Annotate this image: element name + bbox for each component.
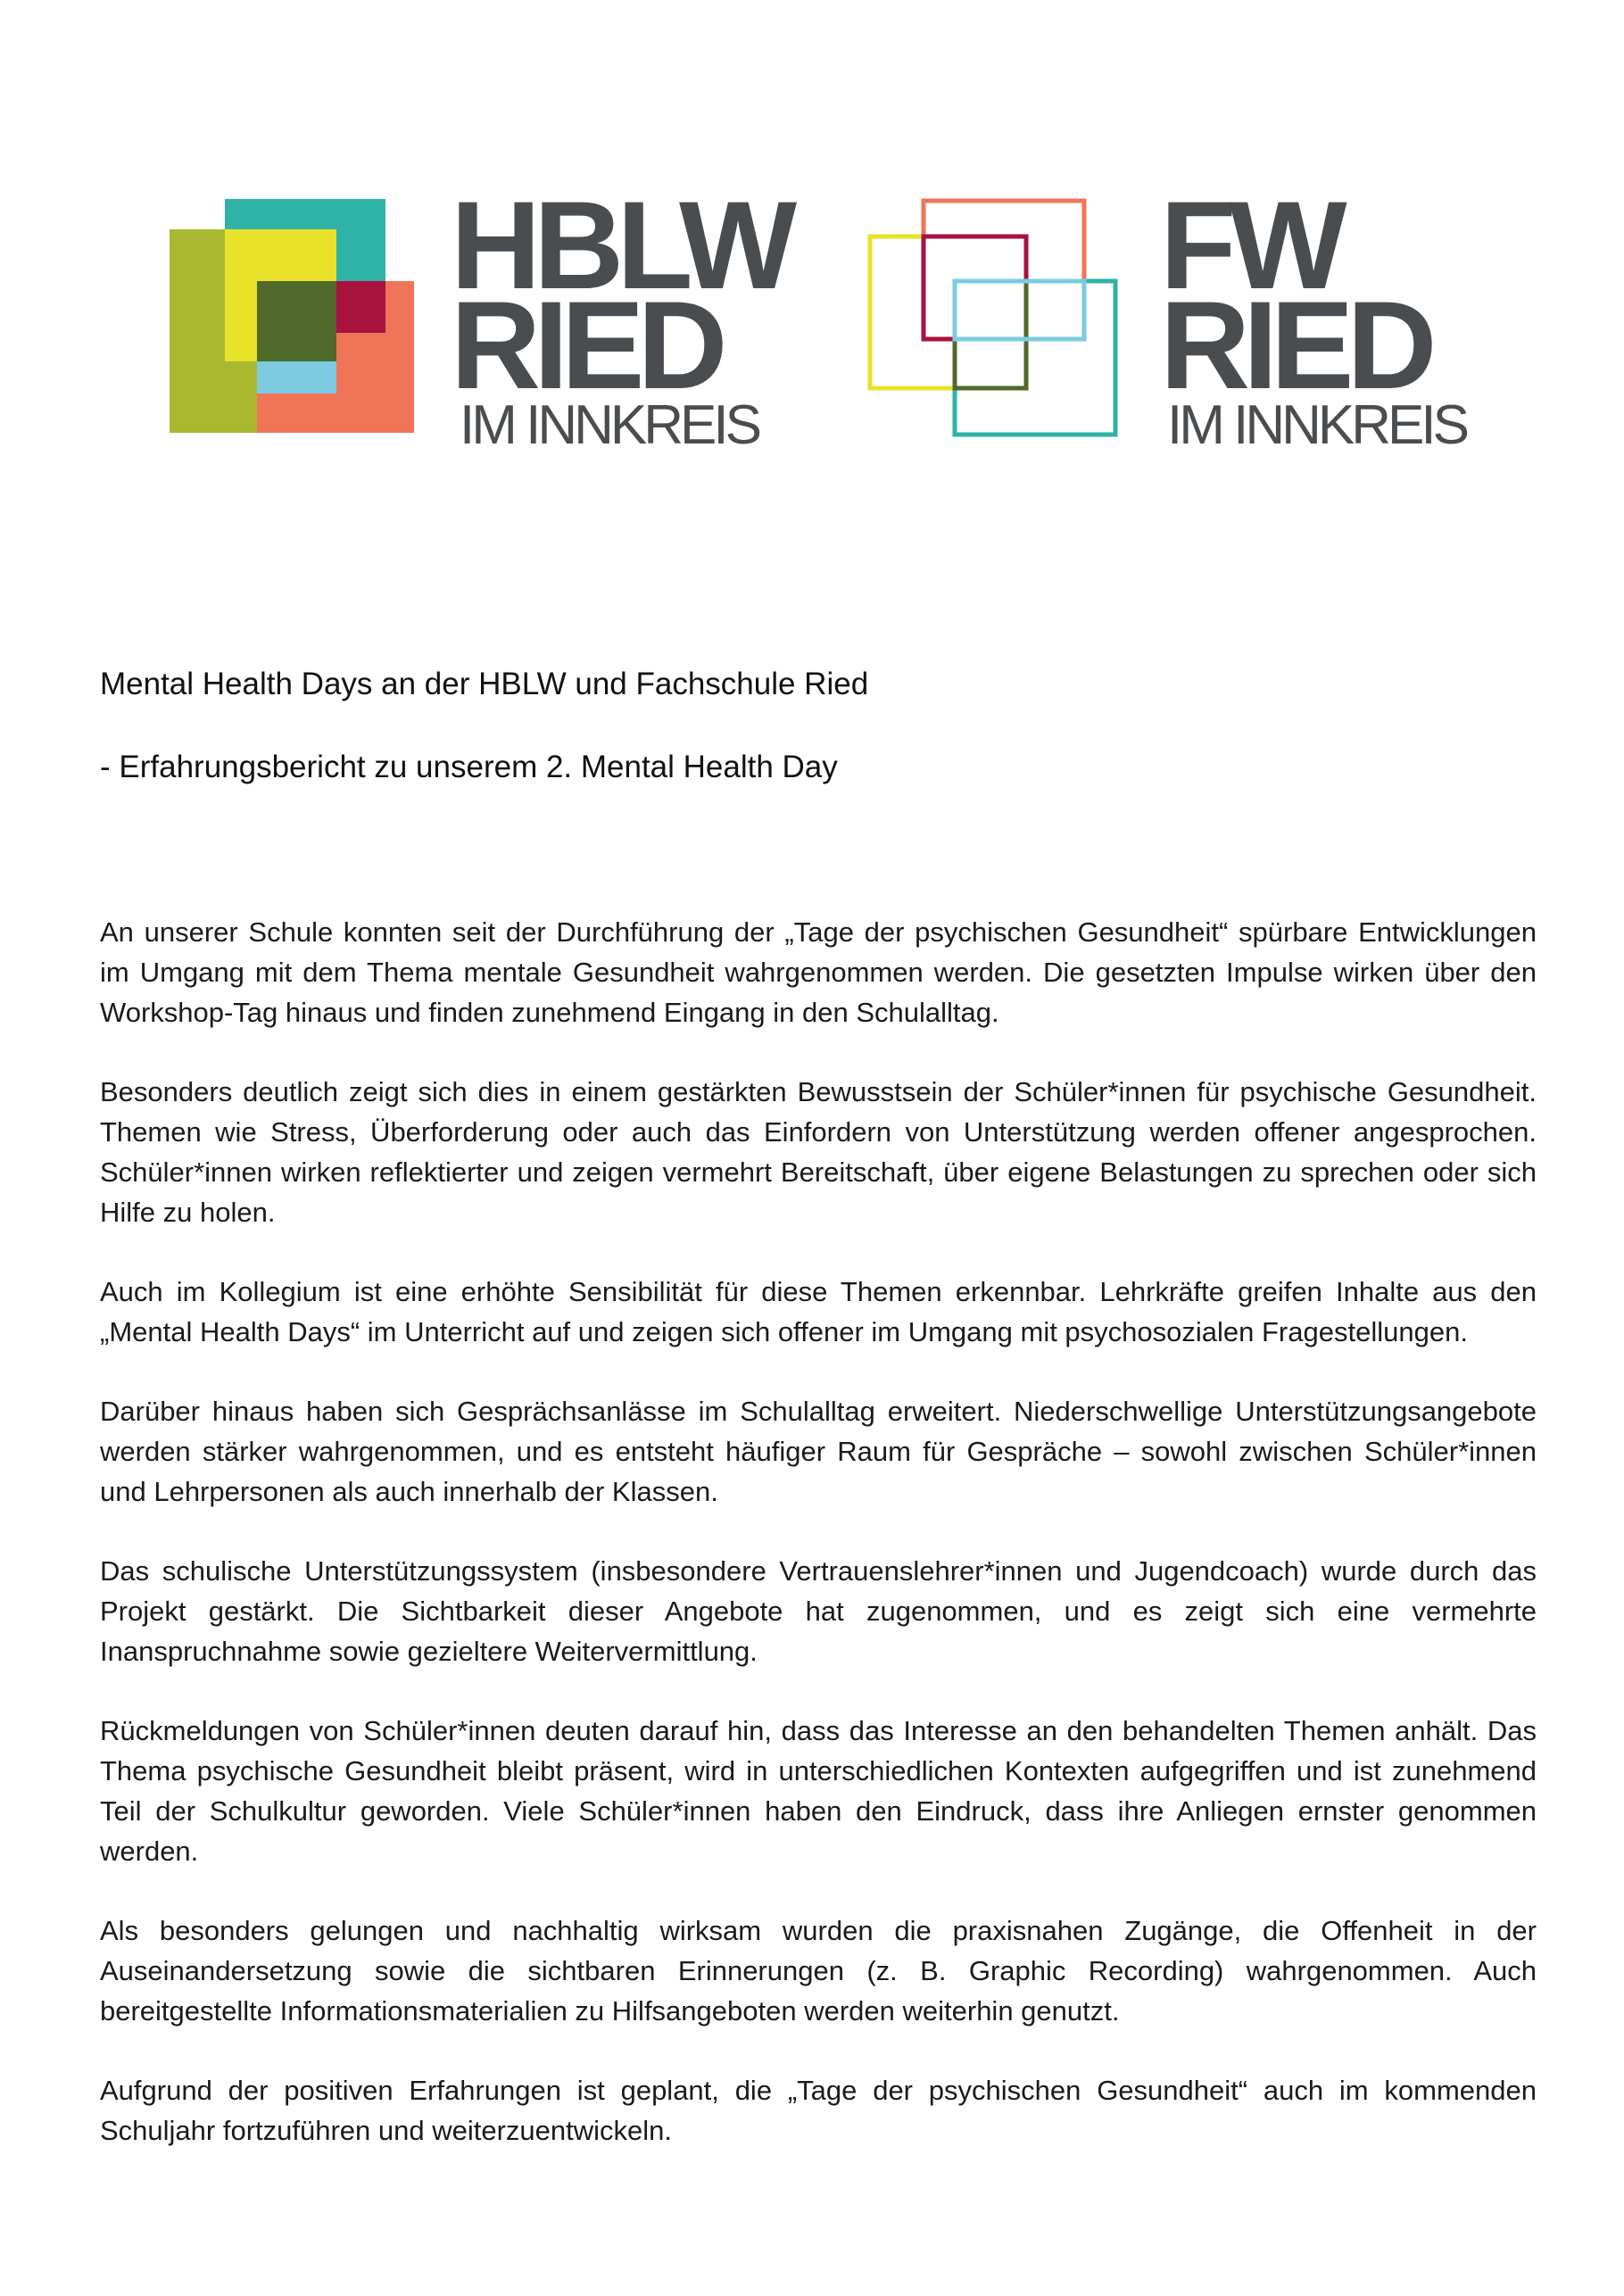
hblw-logo-line2: RIED — [451, 275, 721, 415]
document-body — [100, 912, 1537, 2190]
paragraph: Besonders deutlich zeigt sich dies in einem gestärkten Bewusstsein der Schüler*innen für psychische Gesundheit. Themen wie Stress, Überforderung oder auch das Einfordern von Unterstützung werden offener angesprochen. Schüler*innen wirken reflektierter und zeigen vermehrt Bereitschaft, über eigene Belastungen zu sprechen oder sich Hilfe zu holen. — [100, 1076, 1537, 1228]
logo-square-olive — [257, 281, 336, 361]
logo-outline-coral — [924, 201, 1084, 339]
logo-outline-crimson — [924, 236, 1026, 339]
document-subtitle: - Erfahrungsbericht zu unserem 2. Mental Health Day — [100, 750, 838, 784]
fw-ried-logo — [866, 175, 1490, 460]
logo-square-crimson — [336, 281, 385, 333]
paragraph: Rückmeldungen von Schüler*innen deuten darauf hin, dass das Interesse an den behandelten Themen anhält. Das Thema psychische Gesundheit bleibt präsent, wird in unterschiedlichen Kontexten aufgegriffen und ist zunehmend Teil der Schulkultur geworden. Viele Schüler*innen haben den Eindruck, dass ihre Anliegen ernster genommen werden. — [100, 1715, 1537, 1867]
logo-outline-teal — [955, 281, 1115, 435]
fw-logo-line2: RIED — [1160, 275, 1430, 415]
logo-square-sky — [257, 361, 336, 394]
paragraph: Darüber hinaus haben sich Gesprächsanlässe im Schulalltag erweitert. Niederschwellige Unterstützungsangebote werden stärker wahrgenommen, und es entsteht häufiger Raum für Gespräche – sowohl zwischen Schüler*innen und Lehrpersonen als auch innerhalb der Klassen. — [100, 1396, 1537, 1507]
paragraph: Aufgrund der positiven Erfahrungen ist geplant, die „Tage der psychischen Gesundheit“ auch im kommenden Schuljahr fortzuführen und weiterzuentwickeln. — [100, 2075, 1537, 2146]
hblw-logo-line3: IM INNKREIS — [460, 394, 758, 456]
paragraph: Das schulische Unterstützungssystem (insbesondere Vertrauenslehrer*innen und Jugendcoach) wurde durch das Projekt gestärkt. Die Sichtbarkeit dieser Angebote hat zugenommen, und es zeigt sich eine vermehrte Inanspruchnahme sowie gezieltere Weitervermittlung. — [100, 1555, 1537, 1667]
logo-outline-yellow — [870, 236, 1026, 388]
hblw-logo-mark — [170, 192, 437, 460]
fw-logo-line1: FW — [1160, 175, 1340, 315]
fw-logo-mark — [866, 192, 1133, 460]
logo-header — [0, 0, 1624, 500]
paragraph: Als besonders gelungen und nachhaltig wirksam wurden die praxisnahen Zugänge, die Offenheit in der Auseinandersetzung sowie die sichtbaren Erinnerungen (z. B. Graphic Recording) wahrgenommen. Auch bereitgestellte Informationsmaterialien zu Hilfsangeboten werden weiterhin genutzt. — [100, 1915, 1537, 2027]
logo-outline-olive — [955, 281, 1026, 388]
paragraph: Auch im Kollegium ist eine erhöhte Sensibilität für diese Themen erkennbar. Lehrkräfte greifen Inhalte aus den „Mental Health Days“ im Unterricht auf und zeigen sich offener im Umgang mit psychosozialen Fragestellungen. — [100, 1276, 1537, 1347]
hblw-logo-line1: HBLW — [451, 175, 791, 315]
logo-outline-sky — [955, 281, 1084, 339]
fw-logo-line3: IM INNKREIS — [1167, 394, 1466, 456]
paragraph: An unserer Schule konnten seit der Durchführung der „Tage der psychischen Gesundheit“ spürbare Entwicklungen im Umgang mit dem Thema mentale Gesundheit wahrgenommen werden. Die gesetzten Impulse wirken über den Workshop-Tag hinaus und finden zunehmend Eingang in den Schulalltag. — [100, 916, 1537, 1028]
document-title: Mental Health Days an der HBLW und Fachschule Ried — [100, 667, 869, 701]
hblw-ried-logo — [170, 175, 794, 460]
